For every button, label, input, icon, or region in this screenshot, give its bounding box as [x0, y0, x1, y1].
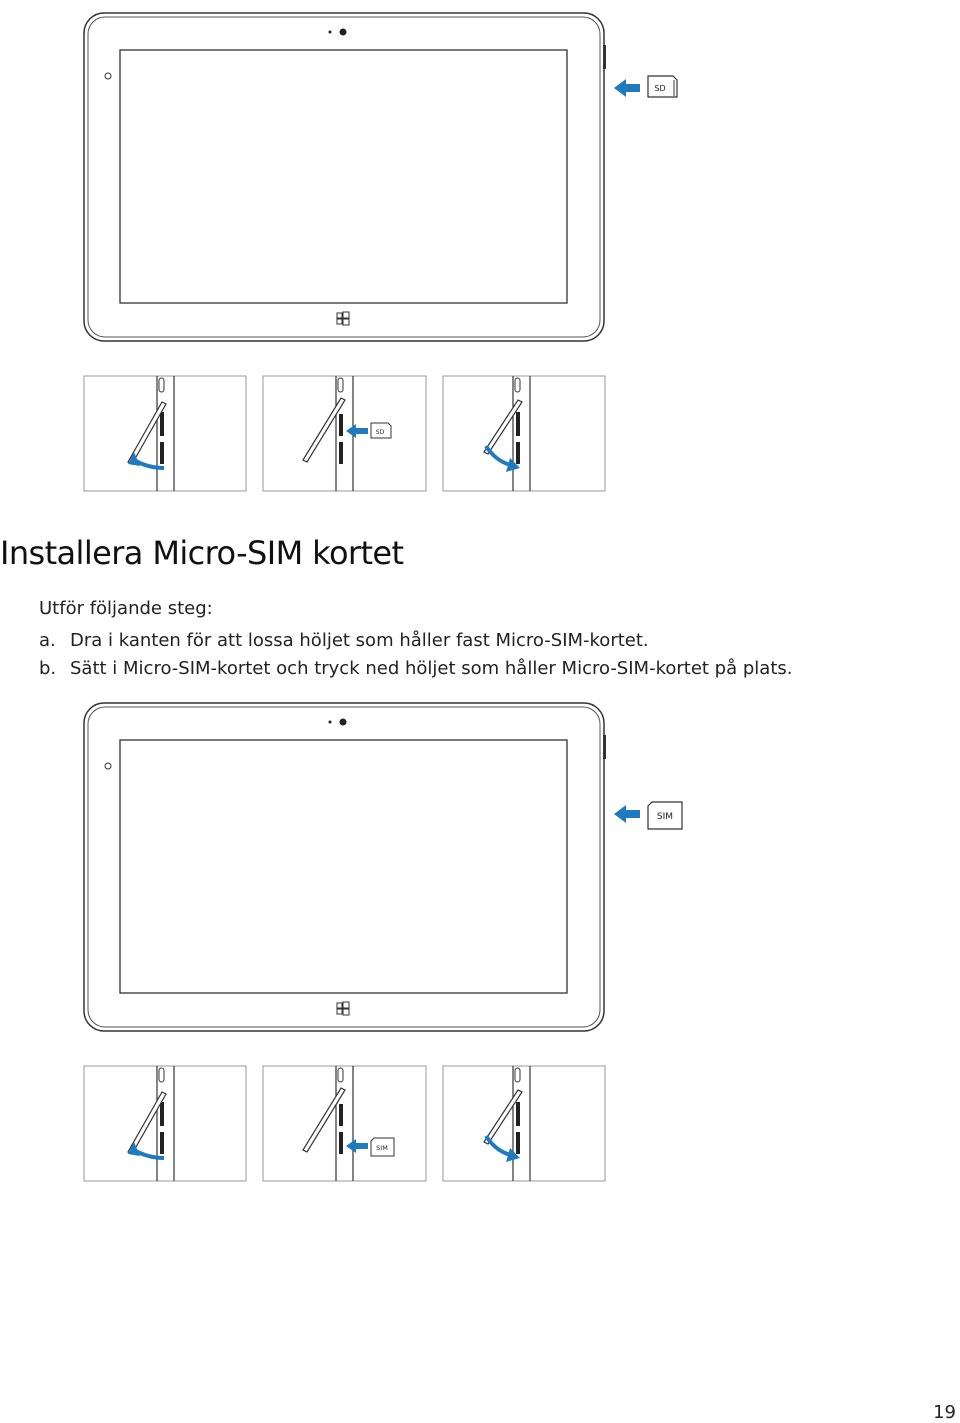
camera-icon — [340, 719, 347, 726]
tablet-front — [84, 13, 606, 341]
step-item — [39, 656, 792, 684]
step-panel-open-cover — [84, 376, 246, 491]
tablet-front — [84, 703, 606, 1031]
step-panel-close-cover — [443, 1066, 605, 1181]
step-panel-open-cover — [84, 1066, 246, 1181]
step-panel-insert-card — [263, 1066, 426, 1181]
sim-card-icon — [648, 802, 682, 829]
camera-icon — [340, 29, 347, 36]
sd-card-icon — [648, 76, 677, 97]
sensor-icon — [329, 31, 332, 34]
sim-card-label: SIM — [656, 812, 674, 822]
sim-card-label-small: SIM — [376, 1144, 388, 1152]
power-button — [603, 45, 606, 69]
step-panel-close-cover — [443, 376, 605, 491]
intro-text: Utför följande steg: — [39, 598, 213, 619]
step-panel-insert-card — [263, 376, 426, 491]
insert-arrow-icon — [614, 79, 640, 97]
insert-arrow-icon — [614, 805, 640, 823]
section-title: Installera Micro-SIM kortet — [0, 534, 404, 572]
sensor-icon — [329, 721, 332, 724]
sd-card-label: SD — [654, 84, 666, 93]
sd-card-label-small: SD — [375, 429, 385, 436]
step-item — [39, 628, 792, 656]
step-text: Sätt i Micro-SIM-kortet och tryck ned höljet som håller Micro-SIM-kortet på plats. — [70, 658, 793, 679]
step-marker: b. — [39, 658, 57, 679]
page-number: 19 — [933, 1402, 956, 1423]
sim-card-illustration — [0, 690, 700, 1190]
step-list — [39, 628, 792, 684]
step-text: Dra i kanten för att lossa höljet som håller fast Micro-SIM-kortet. — [70, 630, 649, 651]
sd-card-illustration — [0, 0, 700, 500]
step-marker: a. — [39, 630, 56, 651]
power-button — [603, 735, 606, 759]
